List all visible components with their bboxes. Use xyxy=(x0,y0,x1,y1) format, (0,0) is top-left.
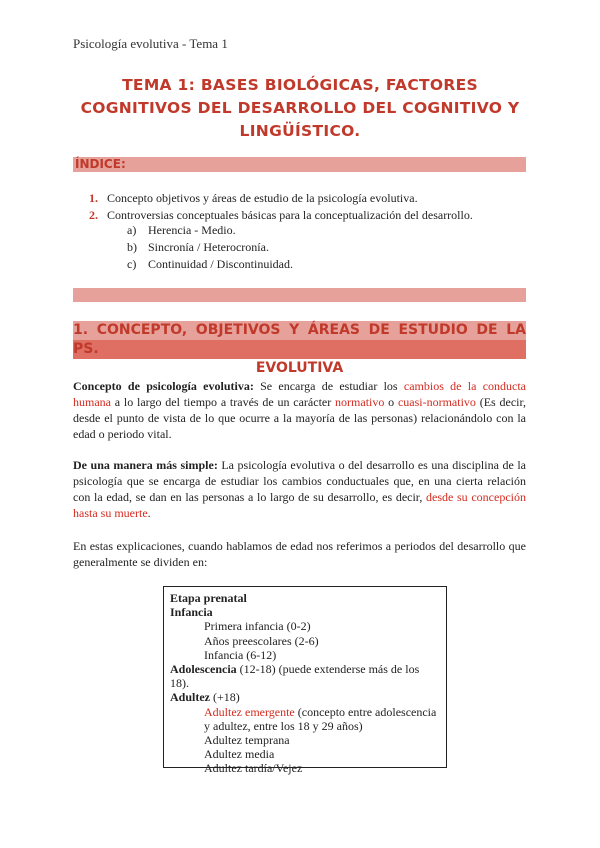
highlight-text: Adultez emergente xyxy=(204,704,295,719)
substage: Adultez temprana xyxy=(204,733,290,748)
text-span: . xyxy=(147,506,151,520)
highlight-text: normativo xyxy=(335,395,385,409)
stage-detail: (concepto entre adolescencia y adultez, entre los 18 y 29 años) xyxy=(204,704,437,733)
highlight-text: cambios de la conducta humana xyxy=(73,379,527,409)
text-span: o xyxy=(384,395,398,409)
index-heading: ÍNDICE: xyxy=(75,157,126,171)
index-subitem xyxy=(127,256,293,273)
index-item-text: Controversias conceptuales básicas para la conceptualización del desarrollo. xyxy=(107,208,473,222)
substage: Adultez tardía/Vejez xyxy=(204,761,303,776)
index-sublist xyxy=(127,222,293,273)
substage: Años preescolares (2-6) xyxy=(204,633,319,648)
index-item-number: 2. xyxy=(89,208,98,222)
index-subitem-letter: b) xyxy=(127,240,137,254)
stage-prenatal: Etapa prenatal xyxy=(170,591,247,605)
index-subitem xyxy=(127,239,293,256)
index-list xyxy=(89,190,473,224)
index-subitem-letter: c) xyxy=(127,257,137,271)
stage-adolescencia xyxy=(170,662,440,690)
stage-detail: (12-18) (puede extenderse más de los 18). xyxy=(170,662,420,691)
section-heading-line-2: EVOLUTIVA xyxy=(255,360,344,376)
simple-label: De una manera más simple: xyxy=(73,458,218,472)
stage-label: Adultez xyxy=(170,690,210,705)
index-subitem-text: Continuidad / Discontinuidad. xyxy=(148,257,293,271)
section-heading-line-1: 1. CONCEPTO, OBJETIVOS Y ÁREAS DE ESTUDIO DE LA PS. xyxy=(73,322,526,357)
index-subitem-text: Herencia - Medio. xyxy=(148,223,236,237)
index-heading-bar xyxy=(73,157,526,172)
index-item-text: Concepto objetivos y áreas de estudio de la psicología evolutiva. xyxy=(107,191,418,205)
paragraph-simple xyxy=(73,457,526,521)
title-line-1: TEMA 1: BASES BIOLÓGICAS, FACTORES xyxy=(122,76,478,94)
index-subitem xyxy=(127,222,293,239)
divider-bar xyxy=(73,288,526,302)
substage-emergente xyxy=(170,705,440,733)
title-line-2: COGNITIVOS DEL DESARROLLO DEL COGNITIVO Y xyxy=(80,99,520,117)
stages-box xyxy=(163,586,447,776)
page-header: Psicología evolutiva - Tema 1 xyxy=(73,36,228,51)
highlight-text: cuasi-normativo xyxy=(397,395,476,409)
text-span: (Es decir, desde el punto de vista de lo que ocurre a la mayoría de las personas) relacionándolo con la edad o periodo vital. xyxy=(73,395,526,441)
concept-label: Concepto de psicología evolutiva: xyxy=(73,379,254,393)
index-item-number: 1. xyxy=(89,191,98,205)
text-span: Se encarga de estudiar los xyxy=(253,379,404,393)
text-span: La psicología evolutiva o del desarrollo es una disciplina de la psicología que se encarga de estudiar los cambios conductuales que, en una cierta relación con la edad, se dan en las personas a lo largo de su desarrollo, es decir, xyxy=(73,458,526,504)
highlight-text: desde su concepción hasta su muerte xyxy=(73,490,526,520)
substage: Primera infancia (0-2) xyxy=(204,619,311,634)
stage-adultez xyxy=(170,690,440,704)
substage: Adultez media xyxy=(204,747,275,762)
text-span: a lo largo del tiempo a través de un carácter xyxy=(111,395,336,409)
title-line-3: LINGÜÍSTICO. xyxy=(239,122,361,140)
stage-label: Adolescencia xyxy=(170,662,237,677)
index-item xyxy=(89,190,473,207)
index-subitem-letter: a) xyxy=(127,223,137,237)
stage-detail: (+18) xyxy=(210,690,240,705)
paragraph-periods: En estas explicaciones, cuando hablamos de edad nos referimos a periodos del desarrollo que generalmente se dividen en: xyxy=(73,539,526,569)
substage: Infancia (6-12) xyxy=(204,647,277,662)
document-title xyxy=(60,74,540,143)
paragraph-concept xyxy=(73,378,526,442)
stage-infancia: Infancia xyxy=(170,605,213,620)
index-subitem-text: Sincronía / Heterocronía. xyxy=(148,240,269,254)
section-heading xyxy=(73,321,526,378)
